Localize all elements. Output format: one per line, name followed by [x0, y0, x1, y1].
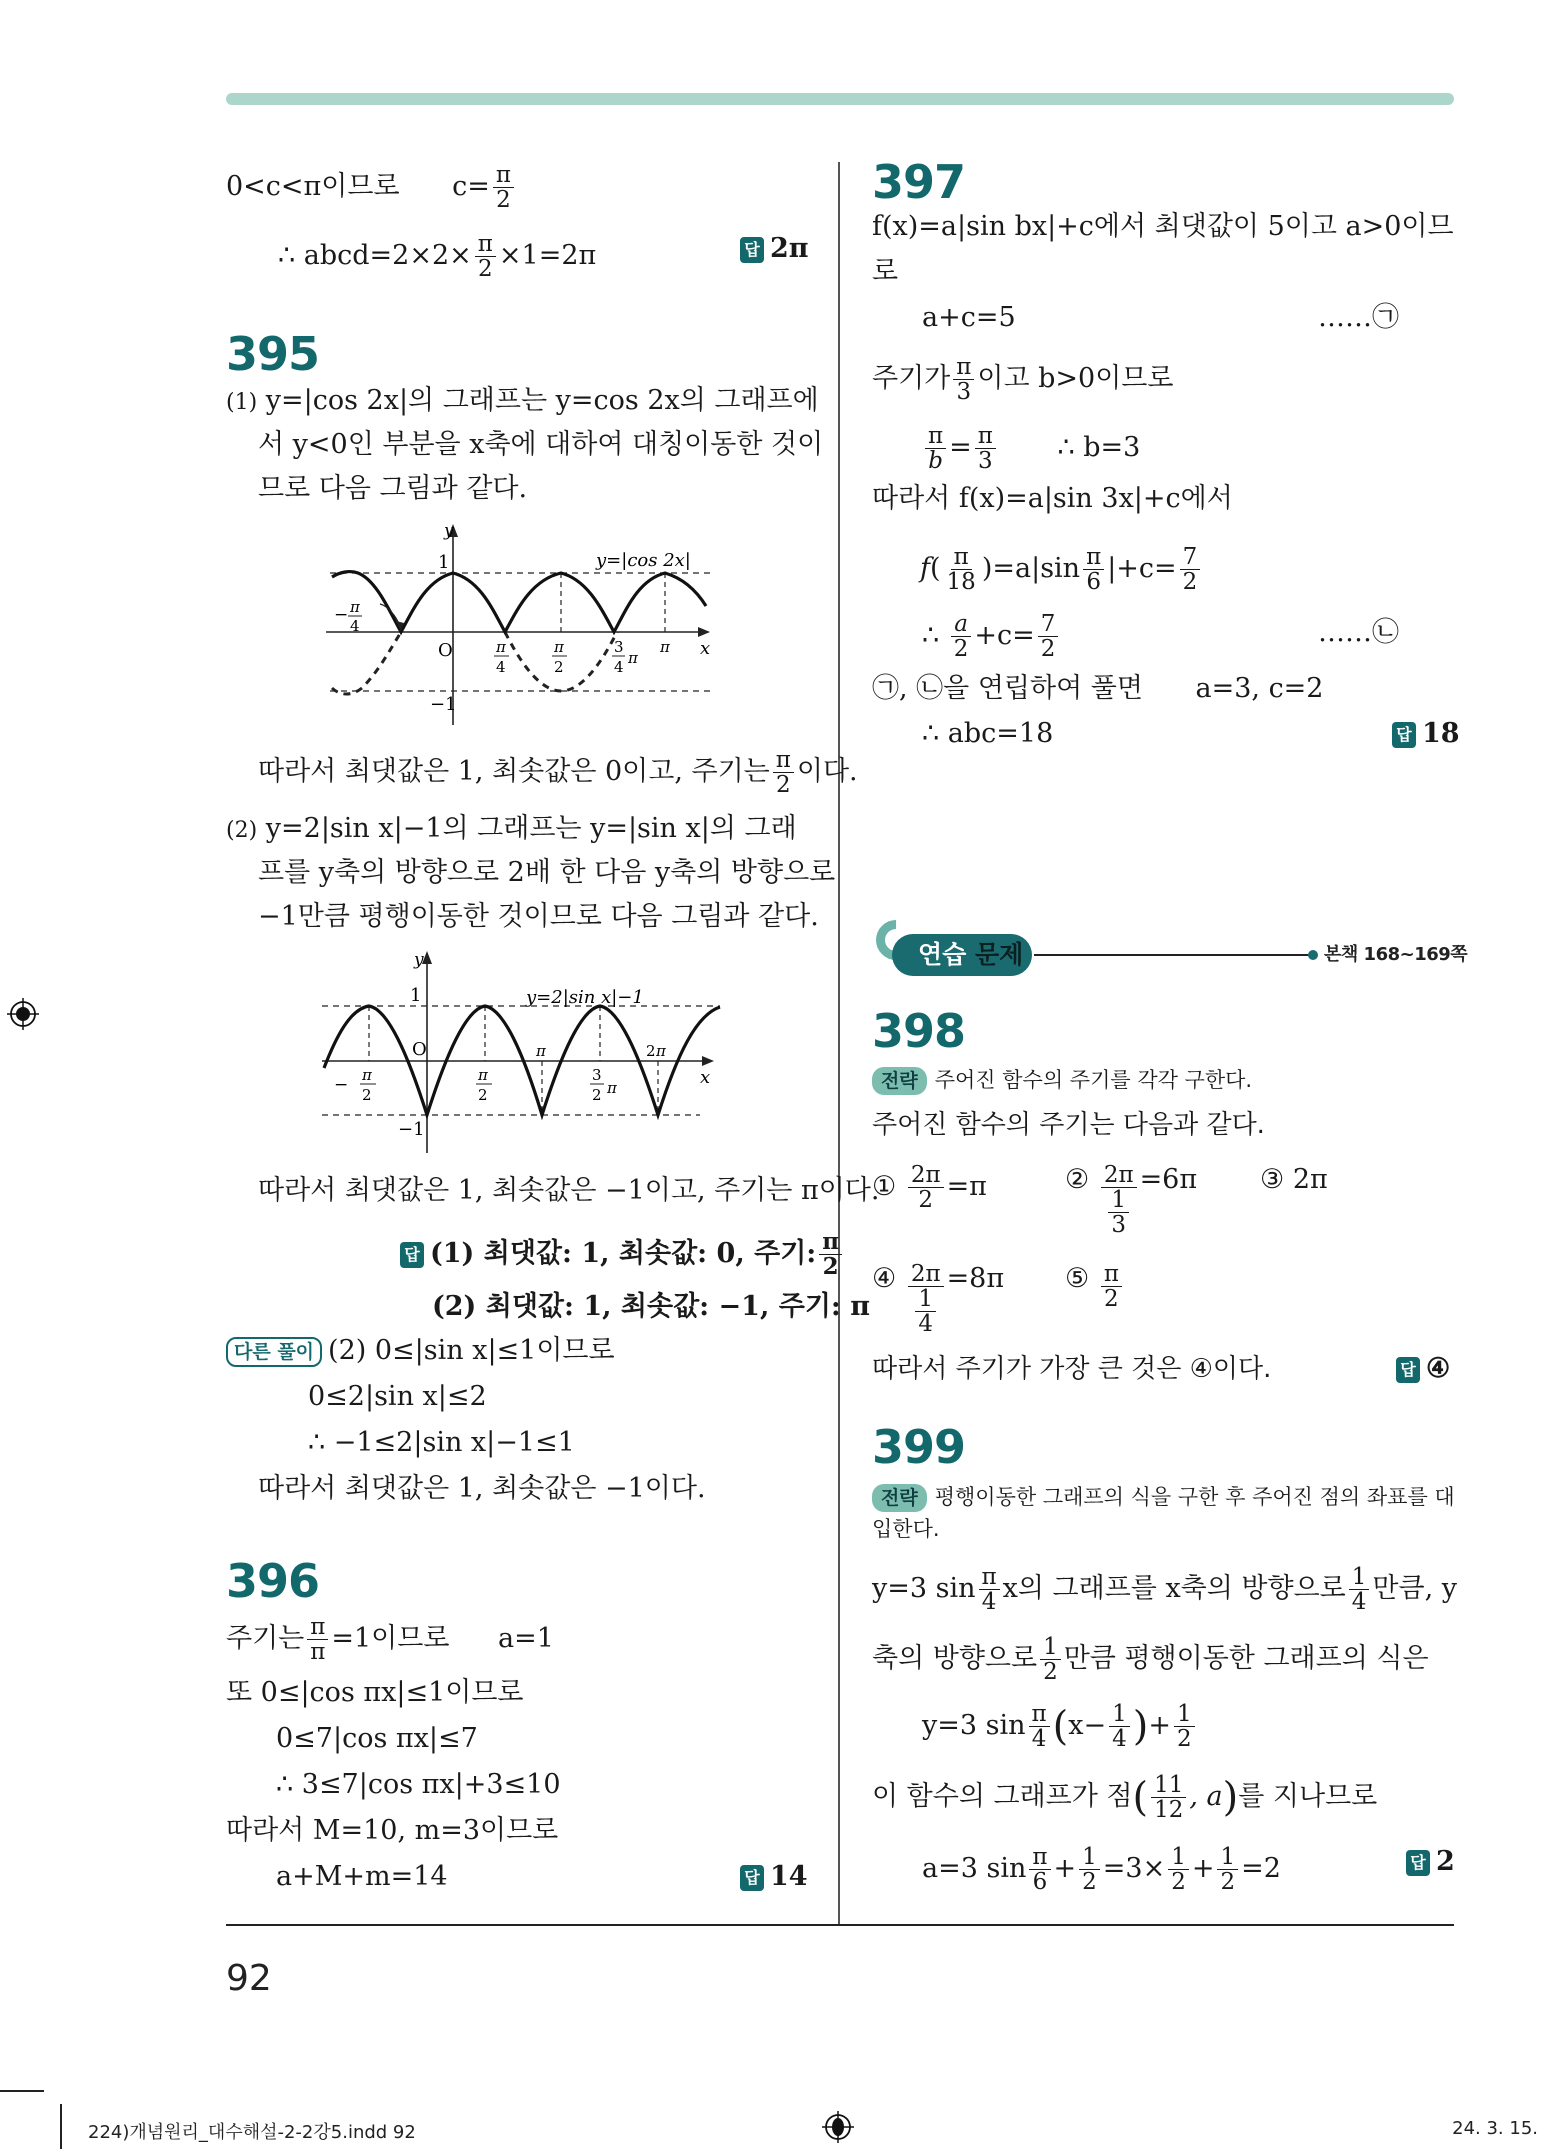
frac-num: π: [953, 355, 974, 380]
p398-option-5: [1065, 1262, 1125, 1311]
p396-line6: a+M+m=14: [276, 1861, 448, 1892]
svg-text:π: π: [536, 1042, 546, 1060]
answer-value: 18: [1422, 718, 1460, 749]
problem-number-396: 396: [226, 1554, 320, 1608]
svg-text:2: 2: [646, 1042, 656, 1060]
fraction: [1079, 1845, 1100, 1894]
answer-badge: 답: [1392, 722, 1416, 748]
fraction: [1029, 1845, 1050, 1894]
fraction: [1101, 1163, 1137, 1237]
eq-text: ∴: [922, 620, 940, 651]
alt-solution-line4: 따라서 최댓값은 1, 최솟값은 −1이다.: [258, 1473, 706, 1504]
answer-395-line2: (2) 최댓값: 1, 최솟값: −1, 주기: π: [432, 1291, 871, 1322]
line-text: y=2|sin x|−1의 그래프는 y=|sin x|의 그래: [265, 813, 797, 844]
graph-2abs-sinx-minus-1: [316, 945, 726, 1160]
svg-text:1: 1: [438, 552, 450, 573]
svg-text:π: π: [656, 1042, 666, 1060]
p398-strategy: [872, 1063, 1252, 1097]
svg-text:3: 3: [592, 1066, 602, 1084]
frac-num: π: [475, 232, 496, 257]
top-accent-bar: [226, 93, 1454, 105]
part-label: (2): [226, 818, 258, 843]
svg-text:x: x: [700, 638, 711, 659]
frac-den-nested: [1105, 1188, 1132, 1237]
svg-text:π: π: [496, 638, 506, 656]
p397-mark2: ……㉡: [1318, 617, 1399, 648]
svg-text:−: −: [334, 1075, 349, 1095]
line-text: =1이므로: [331, 1623, 450, 1654]
p395-part1-line2: 서 y<0인 부분을 x축에 대하여 대칭이동한 것이: [258, 429, 824, 460]
frac-num: 1: [1109, 1702, 1130, 1727]
practice-label-dark: 문제: [975, 940, 1024, 969]
answer-badge: 답: [400, 1242, 424, 1268]
frac-num: π: [951, 545, 972, 570]
p398-option-2: [1065, 1163, 1197, 1237]
frac-den: 2: [1040, 636, 1056, 662]
frac-den: 4: [981, 1589, 997, 1615]
fraction: [1109, 1702, 1130, 1751]
p396-line5: 따라서 M=10, m=3이므로: [226, 1815, 559, 1846]
svg-text:π: π: [607, 1079, 617, 1097]
frac-num: π: [1101, 1262, 1122, 1287]
svg-text:π: π: [350, 598, 360, 616]
svg-text:y: y: [444, 521, 454, 541]
fraction: [773, 748, 794, 797]
p395-part1-line1: [226, 384, 819, 420]
p398-conclusion: 따라서 주기가 가장 큰 것은 ④이다.: [872, 1354, 1272, 1384]
page-number: 92: [226, 1958, 272, 1999]
alt-solution-line3: ∴ −1≤2|sin x|−1≤1: [308, 1427, 575, 1458]
svg-text:π: π: [628, 649, 638, 667]
frac-den: 2: [1043, 1659, 1058, 1685]
line-text: 만큼, y: [1372, 1573, 1457, 1604]
eq-result: ∴ b=3: [1057, 432, 1141, 463]
answer-395-line1: [400, 1230, 845, 1279]
fraction: [953, 355, 974, 404]
p399-line3: 이 함수의 그래프가 점( $\frac{11}{12}$ , a)를 지나므로: [872, 1772, 1378, 1823]
frac-num: π: [1029, 1845, 1050, 1870]
frac-num: 1: [1108, 1188, 1129, 1213]
prev-line-2-post: ×1=2π: [498, 240, 597, 271]
crop-mark-horizontal: [0, 2090, 44, 2092]
frac-num: 11: [1151, 1773, 1186, 1798]
fraction: [1083, 545, 1104, 594]
p399-eq1: y=3 sin $\frac{\pi}{4}$ (x− $\frac{1}{4}$ )+ $\frac{1}{2}$: [922, 1702, 1198, 1751]
frac-den: 2: [496, 187, 511, 213]
svg-text:2: 2: [478, 1086, 488, 1104]
alt-solution-line1: [226, 1334, 615, 1368]
fraction: [1151, 1773, 1186, 1822]
svg-text:−: −: [334, 605, 349, 625]
fraction: [979, 1565, 1000, 1614]
answer-badge: 답: [1406, 1850, 1430, 1876]
frac-den: 2: [1082, 1869, 1097, 1895]
option-mark: ①: [872, 1171, 897, 1202]
prev-line-2: [278, 232, 596, 281]
frac-den: 4: [1112, 1726, 1127, 1752]
frac-den: 3: [1111, 1212, 1126, 1238]
frac-den: 6: [1086, 569, 1101, 595]
p397-line3: 따라서 f(x)=a|sin 3x|+c에서: [872, 483, 1233, 514]
p395-part2-line2: 프를 y축의 방향으로 2배 한 다음 y축의 방향으로: [258, 857, 836, 888]
svg-text:y: y: [414, 950, 424, 970]
line-text: y=|cos 2x|의 그래프는 y=cos 2x의 그래프에: [265, 385, 819, 416]
frac-num: 1: [1079, 1845, 1100, 1870]
frac-den: 2: [1177, 1726, 1192, 1752]
frac-num: π: [925, 424, 946, 449]
p395-part1-line3: 므로 다음 그림과 같다.: [258, 473, 528, 504]
option-result: 2π: [1292, 1164, 1328, 1195]
fraction: [1349, 1565, 1370, 1614]
line-text: ㉠, ㉡을 연립하여 풀면: [872, 673, 1143, 704]
conclusion-post: 이다.: [796, 756, 858, 787]
eq-text: +: [1148, 1710, 1171, 1741]
practice-section-header: [892, 934, 1032, 976]
fraction: [951, 612, 972, 661]
prev-line-2-pre: ∴ abcd=2×2×: [278, 240, 472, 271]
frac-den: 12: [1154, 1797, 1184, 1823]
practice-label-white: 연습: [918, 940, 967, 969]
svg-text:π: π: [660, 638, 670, 656]
answer-prev: [740, 232, 809, 266]
p396-line4: ∴ 3≤7|cos πx|+3≤10: [276, 1769, 561, 1800]
answer-value: 2π: [770, 233, 809, 264]
line-text: 축의 방향으로: [872, 1643, 1038, 1674]
svg-text:4: 4: [614, 658, 624, 676]
line-text: 이 함수의 그래프가 점: [872, 1781, 1133, 1812]
p396-line2: 또 0≤|cos πx|≤1이므로: [226, 1677, 524, 1708]
frac-num: π: [307, 1615, 328, 1640]
eq-text: =3×: [1102, 1853, 1166, 1884]
frac-num: 7: [1180, 545, 1201, 570]
line-eq: a=1: [498, 1623, 554, 1654]
prev-line-1-text: 0<c<π이므로: [226, 171, 400, 202]
alt-solution-line2: 0≤2|sin x|≤2: [308, 1381, 487, 1412]
p397-eq4: [922, 612, 1061, 661]
strategy-badge: 전략: [872, 1484, 927, 1512]
frac-num: 1: [1349, 1565, 1370, 1590]
svg-text:4: 4: [350, 617, 360, 635]
p395-part2-line3: −1만큼 평행이동한 것이므로 다음 그림과 같다.: [258, 901, 819, 932]
line-text: 주기는: [226, 1623, 305, 1654]
fraction: [925, 424, 946, 473]
frac-num: π: [975, 424, 996, 449]
fraction: [1217, 1845, 1238, 1894]
answer-badge: 답: [740, 237, 764, 263]
svg-text:3: 3: [614, 638, 624, 656]
answer-399: [1406, 1845, 1455, 1879]
frac-den: 2: [1182, 569, 1198, 595]
frac-num: 2π: [1101, 1163, 1137, 1188]
strategy-badge: 전략: [872, 1067, 927, 1095]
p397-eq1: a+c=5: [922, 302, 1016, 333]
line-text: 를 지나므로: [1238, 1781, 1378, 1812]
answer-398: [1396, 1352, 1450, 1386]
fraction: [819, 1230, 842, 1279]
eq-text: +: [1191, 1853, 1215, 1884]
frac-num: π: [1083, 545, 1104, 570]
practice-header-rule: [1034, 954, 1314, 956]
part-label: (1): [226, 390, 258, 415]
frac-num: 1: [1217, 1845, 1238, 1870]
eq-text: +: [1053, 1853, 1077, 1884]
frac-den: 4: [918, 1311, 933, 1337]
fraction: [1108, 1188, 1129, 1237]
p395-part1-conclusion: [258, 748, 858, 797]
conclusion-pre: 따라서 최댓값은 1, 최솟값은 0이고, 주기는: [258, 756, 770, 787]
answer-value: 14: [770, 1861, 808, 1892]
option-result: =8π: [946, 1263, 1005, 1294]
frac-num: 2π: [908, 1163, 944, 1188]
frac-den: 2: [822, 1253, 839, 1280]
line-text: , a: [1189, 1781, 1223, 1812]
frac-num: 1: [1168, 1845, 1189, 1870]
answer-badge: 답: [740, 1865, 764, 1891]
option-result: =π: [946, 1171, 987, 1202]
frac-num: 1: [915, 1287, 936, 1312]
p397-mark1: ……㉠: [1318, 302, 1399, 333]
p398-intro: 주어진 함수의 주기는 다음과 같다.: [872, 1110, 1265, 1140]
frac-den: 2: [1220, 1869, 1236, 1895]
fraction: [1101, 1262, 1122, 1311]
strategy-text: 평행이동한 그래프의 식을 구한 후 주어진 점의 좌표를 대: [934, 1485, 1455, 1509]
crop-mark-vertical: [60, 2104, 62, 2149]
fraction: [1168, 1845, 1189, 1894]
option-mark: ⑤: [1065, 1263, 1090, 1294]
footer-file-name: 224)개념원리_대수해설-2-2강5.indd 92: [88, 2122, 416, 2143]
frac-den: 18: [946, 569, 976, 595]
frac-den: 2: [918, 1187, 933, 1213]
fraction: [1174, 1702, 1195, 1751]
frac-num: 1: [1040, 1635, 1061, 1660]
eq-text: y=3 sin: [922, 1710, 1026, 1741]
svg-text:π: π: [478, 1066, 488, 1084]
p397-line1: f(x)=a|sin bx|+c에서 최댓값이 5이고 a>0이므: [872, 211, 1454, 242]
fraction: [475, 232, 496, 281]
frac-den: 4: [1031, 1726, 1047, 1752]
fraction: [1029, 1702, 1050, 1751]
frac-num: 1: [1174, 1702, 1195, 1727]
eq-text: =2: [1241, 1853, 1281, 1884]
line-text: y=3 sin: [872, 1573, 976, 1604]
p397-eq3: f( $\frac{\pi}{18}$ )=a|sin $\frac{\pi}{6}$ |+c= $\frac{7}{2}$: [920, 545, 1203, 594]
option-result: =6π: [1139, 1164, 1198, 1195]
graph-abs-cos2x: [326, 520, 716, 730]
line-text: (2) 0≤|sin x|≤1이므로: [328, 1335, 615, 1366]
p398-option-1: [872, 1163, 987, 1212]
p398-option-4: [872, 1262, 1004, 1336]
p397-line4: [872, 672, 1324, 706]
svg-text:1: 1: [410, 985, 422, 1006]
fraction: [1040, 1635, 1061, 1684]
p397-line1b: 로: [872, 256, 899, 287]
fraction: [944, 545, 979, 594]
answer-badge: 답: [1396, 1357, 1420, 1383]
p399-eq2: [922, 1845, 1281, 1894]
option-mark: ④: [872, 1263, 897, 1294]
fraction: [493, 163, 514, 212]
fraction: [1180, 545, 1201, 594]
svg-text:y=|cos 2x|: y=|cos 2x|: [596, 550, 691, 571]
frac-den: 3: [977, 448, 993, 474]
registration-mark-bottom-icon: [821, 2110, 855, 2144]
column-divider: [838, 162, 840, 1924]
frac-num: π: [493, 163, 514, 188]
svg-text:O: O: [412, 1039, 427, 1060]
svg-text:O: O: [438, 640, 453, 661]
fraction: [908, 1262, 944, 1336]
problem-number-398: 398: [872, 1004, 966, 1058]
frac-num: π: [1029, 1702, 1050, 1727]
svg-text:x: x: [700, 1067, 711, 1088]
alt-solution-badge: 다른 풀이: [226, 1337, 322, 1367]
footer-date: 24. 3. 15.: [1452, 2118, 1538, 2139]
eq-text: +c=: [974, 620, 1035, 651]
svg-text:π: π: [362, 1066, 372, 1084]
frac-den: π: [310, 1639, 326, 1665]
eq-text: x−: [1068, 1710, 1107, 1741]
frac-den: 2: [1104, 1286, 1119, 1312]
svg-text:−1: −1: [430, 694, 457, 715]
svg-text:2: 2: [592, 1086, 602, 1104]
p396-line3: 0≤7|cos πx|≤7: [276, 1723, 478, 1754]
p397-eq2: $\frac{\pi}{b}$ = $\frac{\pi}{3}$ ∴ b=3: [922, 424, 1140, 473]
frac-den: b: [928, 448, 943, 474]
frac-den: 2: [953, 636, 969, 662]
prev-line-1: [226, 163, 517, 212]
line-text: 주기가: [872, 363, 951, 394]
svg-text:π: π: [554, 638, 564, 656]
eq-text: |+c=: [1107, 553, 1177, 584]
frac-num: π: [773, 748, 794, 773]
p399-line1: [872, 1565, 1457, 1614]
problem-number-395: 395: [226, 327, 320, 381]
frac-den-nested: [912, 1287, 939, 1336]
frac-den: 6: [1032, 1869, 1048, 1895]
frac-num: a: [951, 612, 971, 637]
frac-num: 2π: [908, 1262, 944, 1287]
frac-den: 2: [1171, 1869, 1186, 1895]
svg-text:4: 4: [496, 658, 506, 676]
fraction: [915, 1287, 936, 1336]
svg-text:y=2|sin x|−1: y=2|sin x|−1: [526, 987, 644, 1008]
bullet-dot-icon: [1308, 950, 1318, 960]
frac-num: π: [979, 1565, 1000, 1590]
eq-text: a=3 sin: [922, 1853, 1027, 1884]
frac-den: 2: [775, 772, 791, 798]
strategy-text: 주어진 함수의 주기를 각각 구한다.: [934, 1068, 1253, 1092]
problem-number-399: 399: [872, 1420, 966, 1474]
line-eq: a=3, c=2: [1195, 673, 1324, 704]
answer-value: 2: [1436, 1846, 1455, 1877]
svg-text:2: 2: [554, 658, 564, 676]
fraction: [1038, 612, 1059, 661]
registration-mark-icon: [6, 997, 40, 1031]
p396-line1: [226, 1615, 554, 1664]
answer-397: [1392, 717, 1460, 751]
p395-part2-line1: [226, 812, 797, 848]
frac-den: 2: [478, 256, 493, 282]
eq-text: f: [920, 553, 930, 584]
p399-line2: [872, 1635, 1429, 1684]
answer-value: ④: [1426, 1353, 1451, 1384]
frac-num: π: [819, 1230, 842, 1255]
answer-396: [740, 1860, 808, 1894]
frac-den: 4: [1351, 1589, 1367, 1615]
p399-strategy-line1: [872, 1480, 1455, 1514]
frac-den: 3: [956, 379, 972, 405]
svg-text:−1: −1: [398, 1119, 425, 1140]
answer-text: (1) 최댓값: 1, 최솟값: 0, 주기:: [430, 1238, 817, 1269]
fraction: [307, 1615, 328, 1664]
line-text: 만큼 평행이동한 그래프의 식은: [1063, 1643, 1429, 1674]
line-text: 이고 b>0이므로: [977, 363, 1174, 394]
p395-part2-conclusion: 따라서 최댓값은 1, 최솟값은 −1이고, 주기는 π이다.: [258, 1175, 880, 1206]
p398-option-3: [1260, 1163, 1328, 1197]
problem-number-397: 397: [872, 155, 966, 209]
textbook-page-reference: 본책 168~169쪽: [1324, 944, 1468, 965]
svg-text:2: 2: [362, 1086, 372, 1104]
option-mark: ③: [1260, 1164, 1285, 1195]
p399-strategy-line2: 입한다.: [872, 1517, 940, 1541]
line-text: x의 그래프를 x축의 방향으로: [1002, 1573, 1346, 1604]
option-mark: ②: [1065, 1164, 1090, 1195]
fraction: [975, 424, 996, 473]
p397-line2: [872, 355, 1173, 404]
fraction: [908, 1163, 944, 1212]
eq-text: =a|sin: [992, 553, 1081, 584]
bottom-rule: [226, 1924, 1454, 1926]
prev-line-1-eq: c=: [452, 171, 490, 202]
p397-line5: ∴ abc=18: [922, 718, 1054, 749]
frac-num: 7: [1038, 612, 1059, 637]
